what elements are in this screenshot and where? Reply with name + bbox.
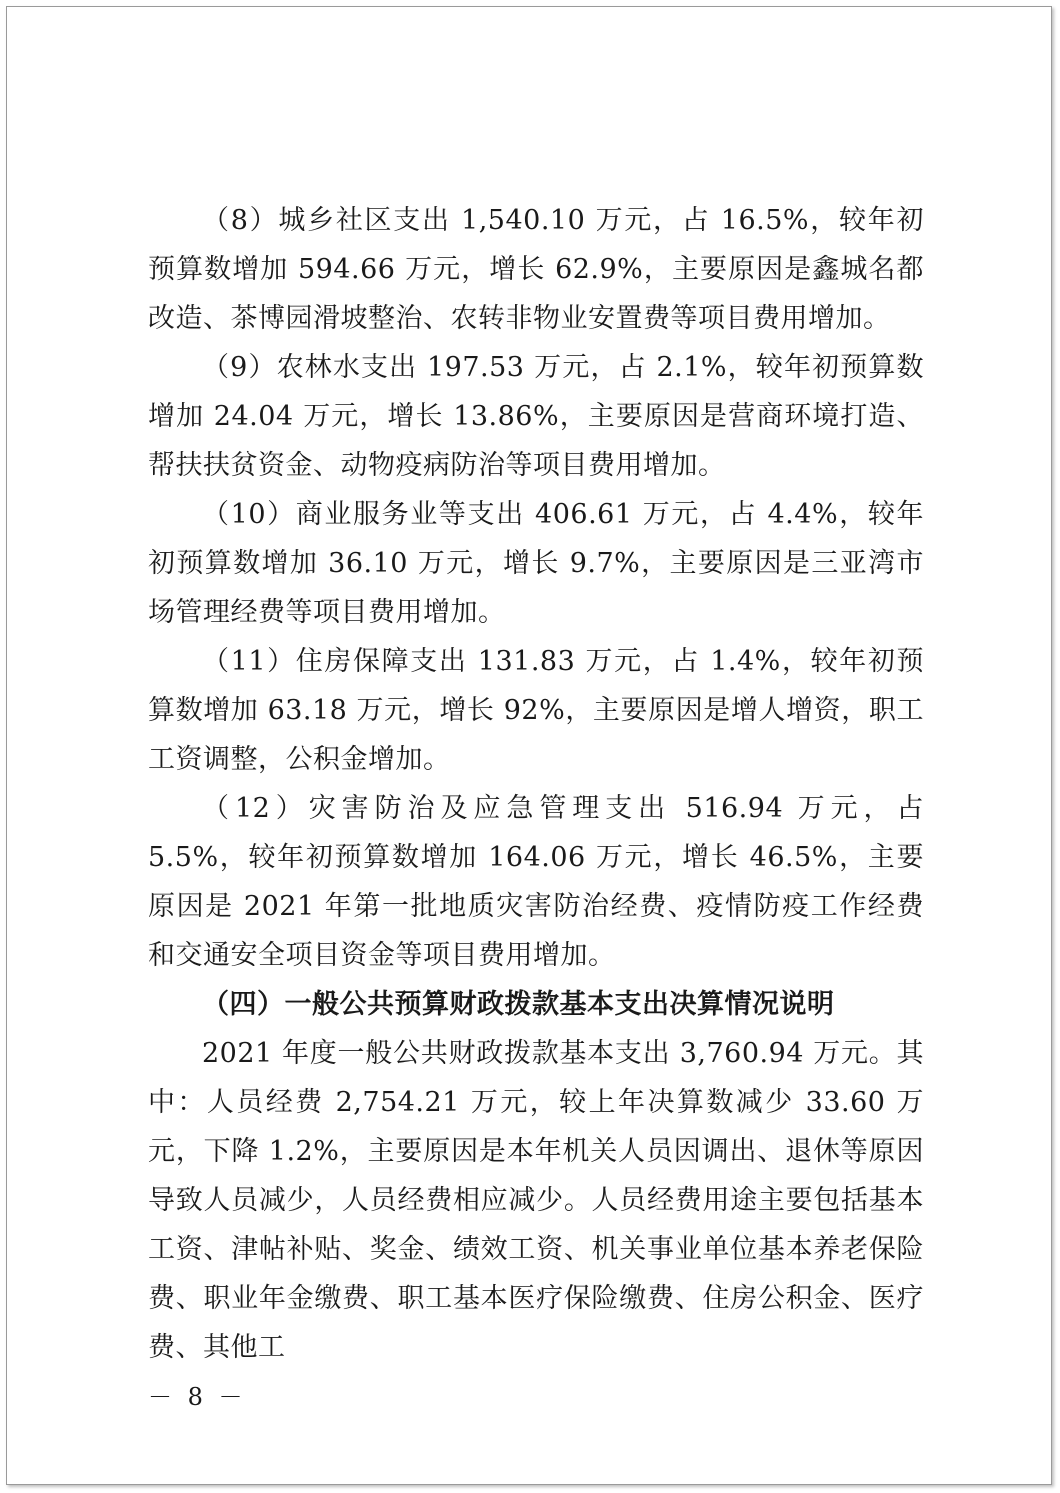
paragraph-basic-expenditure: 2021 年度一般公共财政拨款基本支出 3,760.94 万元。其中：人员经费 2,754.21 万元，较上年决算数减少 33.60 万元，下降 1.2%，主要原因是本年机关人员因调出、退休等原因导致人员减少，人员经费相应减少。人员经费用途主要包括基本工资、津帖补贴、奖金、绩效工资、机关事业单位基本养老保险费、职业年金缴费、职工基本医疗保险缴费、住房公积金、医疗费、其他工: [148, 1038, 924, 1363]
paragraph-commercial-services: （10）商业服务业等支出 406.61 万元，占 4.4%，较年初预算数增加 36.10 万元，增长 9.7%，主要原因是三亚湾市场管理经费等项目费用增加。: [148, 499, 924, 628]
section-heading: （四）一般公共预算财政拨款基本支出决算情况说明: [202, 989, 835, 1020]
paragraph-urban-rural-community: （8）城乡社区支出 1,540.10 万元，占 16.5%，较年初预算数增加 594.66 万元，增长 62.9%，主要原因是鑫城名都改造、茶博园滑坡整治、农转非物业安置费等项目费用增加。: [148, 205, 924, 334]
document-body: [148, 196, 924, 1372]
paragraph-agriculture-forestry-water: （9）农林水支出 197.53 万元，占 2.1%，较年初预算数增加 24.04 万元，增长 13.86%，主要原因是营商环境打造、帮扶扶贫资金、动物疫病防治等项目费用增加。: [148, 352, 924, 481]
page-number: － 8 －: [148, 1383, 247, 1411]
paragraph-disaster-prevention: （12）灾害防治及应急管理支出 516.94 万元，占 5.5%，较年初预算数增加 164.06 万元，增长 46.5%，主要原因是 2021 年第一批地质灾害防治经费、疫情防疫工作经费和交通安全项目资金等项目费用增加。: [148, 793, 924, 971]
paragraph-housing-security: （11）住房保障支出 131.83 万元，占 1.4%，较年初预算数增加 63.18 万元，增长 92%，主要原因是增人增资，职工工资调整，公积金增加。: [148, 646, 924, 775]
